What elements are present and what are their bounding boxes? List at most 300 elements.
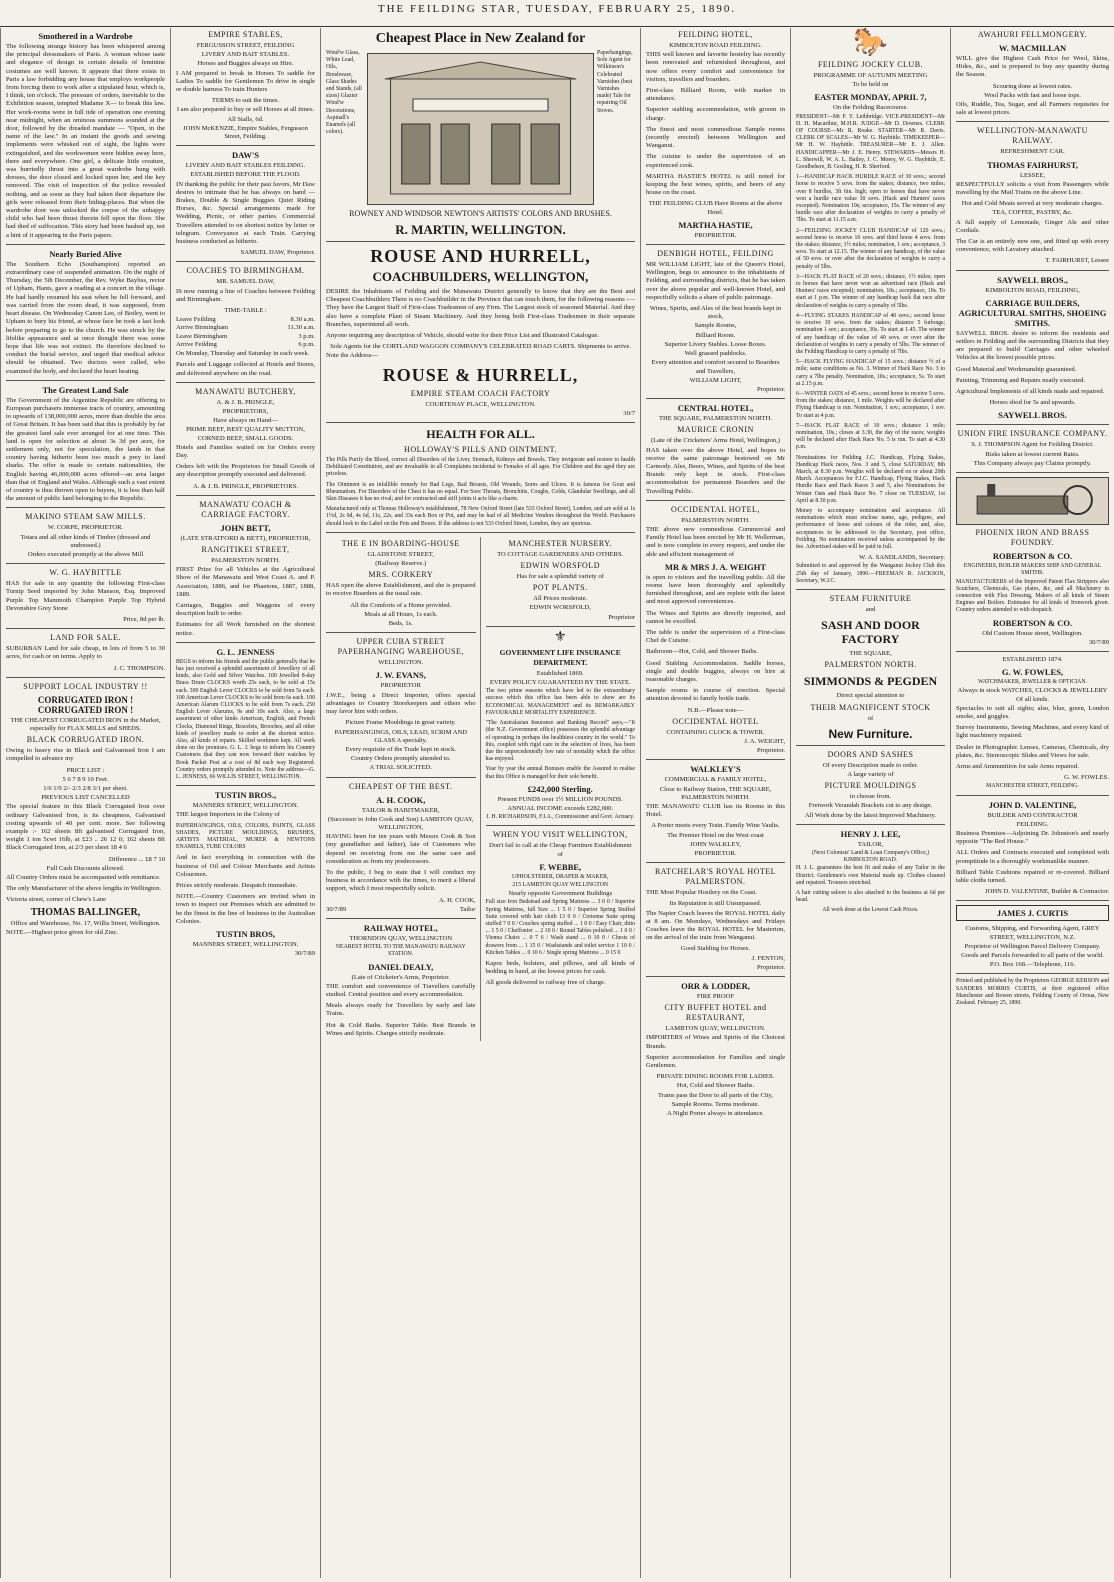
ad-text: 1/6 1/9 2/- 2/3 2/8 3/1 per sheet. [43,785,128,793]
ad-text: Old Custom House street, Wellington. [982,629,1083,637]
ad-text: Kapoc beds, bolsters, and pillows, and all kinds of bedding in hand, at the lowest prices for cash. [485,959,635,976]
ad-heading: MANAWATU COACH & CARRIAGE FACTORY. [199,499,292,519]
ad-text: PROPRIETOR. [694,850,737,858]
ad-text: Superior stabling accommodation, with groom in charge. [646,106,785,122]
ad-text: COURTENAY PLACE, WELLINGTON. [425,400,536,408]
ad-text: JOHN D. VALENTINE, Builder & Contractor. [985,888,1109,896]
ad-text: UPHOLSTERER, DRAPER & MAKER, [512,873,609,880]
ad-text: THE SQUARE, PALMERSTON NORTH. [659,415,772,423]
ad-text: TERMS to suit the times. [211,97,280,105]
ad-text: Survey Instruments, Sewing Machines, and every kind of light machinery repaired. [956,724,1109,740]
ad-heading: RATCHELAR'S ROYAL HOTEL PALMERSTON. [654,867,777,887]
ad-text: To be held on [852,81,889,89]
ad-text: T. FAIRHURST, Lessee [1045,257,1109,265]
ad-heading: SASH AND DOOR FACTORY [821,618,920,647]
ad-text: W. CORPE, PROPRIETOR. [47,524,124,532]
ad-text: Year by year the annual Bonuses enable the Assured to realise that this Office is managed for their sole benefit. [485,766,635,780]
ad-text: Risks taken at lowest current Rates. [985,450,1080,458]
ad-heading: TUSTIN BROS., [214,790,277,801]
ad-text: LIVERY AND BAIT STABLES FEILDING. [185,162,306,170]
ad-text: REFRESHMENT CAR. [1000,148,1065,156]
ad-text: ESTABLISHED BEFORE THE FLOOD. [190,171,301,179]
ad-heading: CENTRAL HOTEL, [677,403,754,414]
ad-text: Proprietor. [756,963,785,971]
ad-text: Picture Frame Mouldings in great variety. [345,719,456,727]
ad-text: Money to accompany nomination and acceptance. All nominations which must enclose name, age, pedigree, and performance of horse and colours of the rider, and, also, acceptances to be addressed to the Secretary, post office, Feilding. No nomination received unless accompanied by the fee. Advertised stakes will be paid in full. [796,507,945,550]
ad-text: WILLIAM LIGHT, [689,376,742,384]
ad-text: DESIRE the Inhabitants of Feilding and the Manawatu District generally to know that they are the Best and Cheapest Coachbuilders There is no Coachbuilder in the Province that can touch them, for the following reasons :— They have the Largest Staff of First-class Tradesmen of any Firm. The Largest stock of seasoned Material. And they also have a complete Plant of Steam Machinery. And they being both First-class Tradesmen in their separate Branches, superintend all work. [326,288,635,328]
ad-text: The Car is an entirely new one, and fitted up with every convenience, with Lavatory attached. [956,238,1109,254]
race-entry: 3—HACK FLAT RACE of 20 sovs.; distance, 1½ miles; open to horses that have never won an advertised race (Hack and Hunters' races excepted); nomination, 10s.; acceptance, 10s. To start at 1 p.m. The winner of any handicap hack flat race after declaration of weights to carry a penalty of 5lbs. [796,273,945,309]
ad-text: Prices strictly moderate. Despatch immediate. [176,882,298,890]
ad-heading: CARRIAGE BUILDERS, AGRICULTURAL SMITHS, SHOEING SMITHS. [958,297,1107,328]
ad-heading: G. L. JENNESS [216,646,275,657]
race-entry: 2—FEILDING JOCKEY CLUB HANDICAP of 120 sovs.; second horse to receive 10 sovs. and third horse 4 sovs. from the stakes; distance, 1½ miles; nomination, 1 sov.; acceptance, 3 sovs. To start at 12.15. The winner of any handicap, of the value of 50 sovs. or over after the declaration of weights to carry a penalty of 5lbs. [796,227,946,270]
ad-heading: RANGITIKEI STREET, [201,544,290,554]
ad-text: The Pills Purify the Blood, correct all Disorders of the Liver, Stomach, Kidneys and Bowels. They invigorate and restore to health Debilitated Constitution, and are invaluable in all Complaints incidental to Females of all ages. For Children and the aged they are priceless. [326,457,635,478]
ad-heading: DOORS AND SASHES [827,749,914,759]
ad-text: TAILOR, [857,840,884,848]
ad-text: Totara and all other kinds of Timber (dressed and undressed.) [20,533,151,549]
ad-heading: ROBERTSON & CO. [992,617,1073,628]
ad-text: 215 LAMBTON QUAY WELLINGTON [512,881,609,888]
ad-text: Hot and Cold Meats served at very moderate charges. [961,200,1104,208]
ad-text: Its Reputation is still Unsurpassed. [669,900,762,908]
ad-text: Has for sale a splendid variety of [516,573,604,581]
ad-text: The Napier Coach leaves the ROYAL HOTEL daily at 8 am. On Mondays, Wednesdays and Fridays Coaches leave the ROYAL HOTEL for Masterton, on the arrival of the train from Wanganui. [646,909,785,942]
ad-text: Of every Description made to order. [822,761,919,769]
ad-text: Country Orders promptly attended to. [351,755,451,763]
ad-text: KIMBOLTON ROAD, FEILDING, [985,286,1080,294]
sub-column-b [486,537,636,1041]
ad-heading: WELLINGTON-MANAWATU RAILWAY. [977,126,1088,146]
ad-heading: EASTER MONDAY, APRIL 7, [814,92,927,103]
ad-text: Wool Packs with fast and loose tops. [984,91,1081,99]
ad-text: The table is under the supervision of a First-class Chef de Cuisine. [646,628,785,645]
ad-text: is open to visitors and the travelling public. All the rooms have been thoroughly and splendidly furnished throughout, and are replete with the latest and most approved conveniences. [646,573,785,606]
ad-text: WELLINGTON. [378,659,424,667]
ad-text: Sample Rooms, [694,322,737,330]
ad-heading: DAW'S [232,150,259,161]
ad-text: ESTABLISHED 1874. [1002,655,1063,663]
timetable-row: Arrive Feilding 6 p.m. [176,340,315,348]
ad-heading: POT PLANTS. [532,583,588,593]
ad-heading: JAMES J. CURTIS [956,905,1109,921]
ad-heading: RAILWAY HOTEL, [363,922,438,933]
ad-text: All Prices moderate. [533,595,588,603]
ad-text: J.W.E., being a Direct Importer, offers special advantages to Country Storekeepers and others who may favor him with orders. [326,691,476,716]
ad-text: This Company always pay Claims promptly. [973,459,1092,467]
timetable-row: Leave Feilding 8.30 a.m. [176,316,315,324]
ad-text: Difference ... £8 7 10 [108,855,165,863]
article-title: Nearly Buried Alive [49,248,122,259]
ad-text: A Porter meets every Train. Family Wine Vaults. [651,822,780,830]
ad-text: A. H. COOK, [439,896,476,904]
ad-text: EVERY POLICY GUARANTEED BY THE STATE. [489,679,631,687]
ad-text: Beds, 1s. [388,620,413,628]
ad-text: G. W. FOWLES. [1064,774,1109,782]
column-2 [170,28,320,1578]
ad-text: Carriages, Buggies and Waggons of every description built to order. [176,601,315,618]
ad-text: MR WILLIAM LIGHT, late of the Queen's Hotel, Wellington, begs to announce to the inhabitants of Feilding, and surrounding districts, that he has taken over the above popular and well-known Hotel, and respectfully solicits a share of public patronage. [646,261,785,301]
ad-text: HAS taken over the above Hotel, and hopes to receive the same patronage bestowed on Mr Carmody. Ales, Beers, Wines, and Spirits of the best Brands only kept in stock. First-class accommodation for permanent Boarders and the Travelling Public. [646,446,785,495]
ad-text: Business Premises—Adjoining Dr. Johnston's and nearly opposite "The Red House." [956,829,1109,846]
ad-heading: AWAHURI FELLMONGERY. [977,30,1088,39]
column-5 [790,28,950,1578]
printer-imprint: Printed and published by the Proprietors GEORGE KERSON and SANDERS MORRIS CURTIS, at their registered office Manchester and Bowen streets, Feilding County of Oroua, New Zealand. February 25, 1890. [956,978,1109,1007]
ad-heading: CITY BUFFET HOTEL and RESTAURANT, [664,1003,767,1023]
ad-text: (Railway Reserve.) [375,560,427,568]
ad-text: TEA, COFFEE, PASTRY, &c. [992,209,1073,217]
column-6 [950,28,1114,1578]
ad-text: Proprietor. [756,747,785,755]
ad-heading: THOMAS FAIRHURST, [987,159,1078,170]
timetable-row: Leave Birmingham 3 p.m. [176,332,315,340]
ad-text: HAS for sale in any quantity the following First-class Turnip Seed imported by John Manson, Esq. Improved Purple Top Mammoth Champion Purple Top Hybrid Devonshire Grey Stone [6,580,165,612]
ad-text: A TRIAL SOLICITED. [369,764,432,772]
ad-text: HAS open the above Establishment, and she is prepared to receive Boarders at the usual rate. [326,582,476,598]
ad-heading: MR & MRS J. A. WEIGHT [664,561,767,572]
ad-text: Close to Railway Station, THE SQUARE, PALMERSTON NORTH. [659,785,772,801]
ad-heading: DANIEL DEALY, [368,961,434,972]
ad-text: The Premier Hotel on the West coast [667,831,764,839]
ad-text: Orders executed promptly at the above Mill [27,550,144,558]
ad-text: Sample Rooms. Terms moderate. [671,1100,760,1108]
ad-heading: FEILDING JOCKEY CLUB. [817,60,924,69]
ad-heading: F. WEBBE, [539,861,582,872]
ad-heading: MANCHESTER NURSERY. [508,538,613,548]
ad-heading: PHOENIX IRON AND BRASS FOUNDRY. [975,528,1090,548]
ad-text: PAPERHANGINGS, OILS, LEAD, SCRIM AND GLASS A specialty. [334,728,468,744]
ad-heading: THOMAS BALLINGER, [30,906,141,918]
ad-text: Scouring done at lowest rates. [992,82,1073,90]
ad-text: Hot, Cold and Shower Baths. [676,1082,755,1090]
ad-text: PROPRIETORS, [222,407,269,415]
ad-text: Spectacles to suit all sights; also, blue, green, London smoke, and goggles. [956,704,1109,720]
ad-heading: FEILDING HOTEL, [678,30,753,39]
ad-text: ENGINEERS, BOILER MAKERS SHIP AND GENERAL SMITHS. [963,563,1102,577]
ad-text: Arms and Ammunition for sale Arms repaired. [956,762,1079,770]
ad-text: SUBURBAN Land for sale cheap, in lots of from 5 to 30 acres, for cash or on terms. Apply to [6,645,165,661]
ad-heading: SIMMONDS & PEGDEN [803,674,938,689]
ad-text: PROPRIETOR [380,682,421,690]
ad-heading: Cheapest Place in New Zealand for [375,31,586,46]
ad-text: Painting, Trimming and Repairs neatly executed. [956,376,1086,384]
ad-text: Have always on Hand— [213,417,278,425]
ad-text: Trams pass the Door to all parts of the City, [657,1091,774,1099]
ad-heading: HOLLOWAY'S PILLS AND OINTMENT. [404,445,557,455]
ad-heading: WHEN YOU VISIT WELLINGTON, [492,830,628,840]
ad-text: First-class Billiard Room, with marker in attendance. [646,87,785,103]
ad-text: Customs, Shipping, and Forwarding Agent, GREY STREET, WELLINGTON, N.Z. [965,925,1100,941]
ad-text: Nearly opposite Government Buildings [508,890,613,898]
ad-text: PAPERHANGINGS, OILS, COLORS, PAINTS, GLASS SHADES, PICTURE MOULDINGS, BRUSHES, ARTISTS MATERIAL, MURER & NEWTONS ENAMELS, TUBE COLORS [176,822,315,851]
ad-heading: OCCIDENTAL HOTEL [672,716,759,726]
ad-heading: JOHN D. VALENTINE, [988,799,1077,810]
ad-text: FIRE PROOF [696,993,735,1001]
ad-heading: HEALTH FOR ALL. [426,427,535,442]
ad-text: WILL give the Highest Cash Price for Wool, Skins, Hides, &c., and is prepared to buy any quantity during the Season. [956,55,1109,79]
crest-icon: ⚜ [553,629,567,645]
ad-heading: SAYWELL BROS., [997,274,1068,285]
ad-heading: DENBIGH HOTEL, FEILDING [657,249,774,259]
ad-text: BEGS to inform his friends and the public generally that he has just received a splendid assortment of Jewellery of all kinds, also Gold and Silver Watches. 100 Jewelled 8-day Brass Drum CLOCKS worth 25s each, to be sold at 15s each. 300 English Lever CLOCKS to be sold from 5s each. 100 American Lever CLOCKS to be sold from 6s each. 100 American Alarum CLOCKS to be sold from 7s each. 250 English Lever Alarums, 9s and 10s each. Also, a large assortment of other kinds American, English, and French Clocks, Diamond Rings, Bracelets, Brooches, and all other kinds of jewellery made to order at the shortest notice. Also, all kinds of repairs. Skilled workmen kept. All work done on the premises. G. L. J. begs to inform his Country Customers that they can now forward their watches by Book Packet Post at a cost of 8d each way Registered. Country orders promptly attended to. Note the address—G. L. JENNESS, 66 WILLIS STREET, WELLINGTON. [176,658,315,781]
ad-text: Anyone requiring any description of Vehicle, should write for their Price List and Illustrated Catalogue. [326,332,600,340]
ad-text: PROGRAMME OF AUTUMN MEETING [813,72,928,79]
ad-text: PROPRIETOR. [694,231,737,239]
price-list: Full size Iron Bedstead and Spring Mattress ... 3 0 0 / Superior Spring Mattress, full Size ... 1 5 0 / Superior Spring Stuffed Suite covered with hair cloth 13 0 0 / Cretonne Suite spring stuffed 7 0 0 / Couches spring stuffed ... 1 0 0 / Easy Chair, ditto ... 1 5 0 / Cheffonier ... 2 10 0 / Round Tables polished ... 1 0 0 / Vienna Chairs ... 0 7 6 / Wash stand ... 0 10 0 / Chests of drawers from ... 1 15 0 / Washstands and toilet service 1 10 0 / Kitchen Tables ... 0 10 6 / Single spring Mattress ... 0 15 0 [485,899,635,956]
ad-text: WATCHMAKER, JEWELLER & OPTICIAN. [977,679,1087,686]
ad-heading: EDWIN WORSFOLD [520,561,600,571]
ad-text: Nominations for Feilding J.C. Handicap, Flying Stakes, Handicap Hack races, Nos. 3 and 5, close SATURDAY, 8th March, at 8.30 p.m. Weights will be declared on or about 29th March. Acceptances for F.J.C. Handicap, Flying Stakes, Hack Hurdle Race and Hack Races 3 and 5, also Nominations for Winter Oats and Hack Race No. 7 close on TUESDAY, 1st April at 8.30 p.m. [796,454,945,504]
ad-heading: J. W. EVANS, [375,670,426,681]
ad-text: SAYWELL BROS. desire to inform the residents and settlers in Feilding and the surrounding Districts that they are prepared to build Carriages and other wheeled Vehicles at the lowest possible prices. [956,329,1109,362]
ad-heading: JOHN BETT, [220,522,271,533]
ad-text: Oils, Ruddle, Tea, Sugar, and all Farmers requisites for sale at lowest prices. [956,101,1109,117]
ad-heading: THE E IN BOARDING-HOUSE [341,538,460,548]
ad-text: Proprietor [608,613,635,621]
ad-text: Paperhangings, Sole Agent for Wilkinson's Celebrated Varnishes (best Varnishes made) Tale for repairing Oil Stoves. [597,50,633,114]
ad-text: LAMBTON QUAY, WELLINGTON. [665,1025,766,1033]
ad-text: THE comfort and convenience of Travellers carefully studied. Central position and every accommodation. [326,982,476,998]
ad-heading: SAYWELL BROS. [998,410,1067,421]
ad-text: FERGUSSON STREET, FEILDING [196,42,295,49]
ad-text: (Late of Cricketer's Arms, Proprietor. [351,973,450,981]
ad-heading: ROBERTSON & CO. [992,551,1073,562]
column-4 [640,28,790,1578]
ad-text: THE MANAWATU CLUB has its Rooms in this Hotel. [646,803,785,819]
article-title: Smothered in a Wardrobe [38,31,133,41]
ad-text: TO COTTAGE GARDENERS AND OTHERS. [497,550,624,558]
ad-text: All work done at the Lowest Cash Prices. [822,907,919,914]
ad-heading: LAND FOR SALE. [50,633,121,643]
ad-heading: GOVERNMENT LIFE INSURANCE DEPARTMENT. [499,647,621,667]
ad-text: IN thanking the public for their past favors, Mr Daw desires to intimate that he has always on hand —Brakes, Double & Single Buggies Quiet Riding Horses, &c. Special arrangements made for Wedding, Picnic, or other parties. Commercial Travellers attended to on shortest notice by letter or telegram. Conveyance at each Train. Carrying business conducted as hitherto. [176,180,315,246]
ad-text: The special feature in this Black Corrugated Iron over ordinary Galvanised Iron, is its cheapness, Galvanised costing upwards of 40 per cent. more. See following example :- 162 sheets 8ft galvanised Corrugated Iron, weight 1 ton 5cwt 16lb, at £23 .. 26 12 0; 162 sheets 8ft Black Corrugated Iron, at 2/3 per sheet 18 4 6 [6,803,165,852]
ad-text: Sole Agents for the CORTLAND WAGGON COMPANY'S CELEBRATED ROAD CARTS. Shipments to arrive. [330,343,631,351]
ad-text: Proprietor. [756,385,785,393]
ad-text: (Successor to John Cook and Son) LAMBTON QUAY, WELLINGTON, [327,815,474,831]
ad-text: TAILOR & HABITMAKER, [361,806,440,814]
ad-text: A. & J. B. PRINGLE, [216,398,275,406]
building-icon [368,54,593,204]
ad-text: MR. SAMUEL DAW, [216,278,275,286]
ad-text: GLADSTONE STREET, [367,550,434,558]
ad-text: 30/7/89 [1088,638,1109,646]
ad-heading: A. H. COOK, [376,794,426,805]
ad-text: MANNERS STREET, WELLINGTON. [192,802,299,810]
ad-text: (Next Colonists' Land & Loan Company's Office,) KIMBOLTON ROAD. [811,850,930,864]
ad-text: A hair cutting saloon is also attached to the business at 6d per head. [796,890,945,904]
ad-text: N.B.—Please note— [687,706,744,714]
ad-text: THE largest Importers in the Colony of [176,811,280,819]
ad-text: Agricultural Implements of all kinds made and repaired. [956,388,1105,396]
warehouse-ad [326,50,635,208]
ad-text: I am also prepared to buy or sell Horses at all times. [176,106,315,114]
ad-text: Note the Address— [326,352,379,360]
ad-text: TIME-TABLE : [224,307,267,315]
ad-text: I AM prepared to break in Horses To saddle for Ladies To saddle for Gentlemen To drive in single or double harness To train Hunters [176,69,315,94]
race-entry: 4—FLYING STAKES HANDICAP of 40 sovs.; second horse to receive 10 sovs. from the stakes; distance 5 furlongs; nomination 1 sov.; acceptance, 30s. To start at 1.45. The winner of any handicap of the value of 40 sovs. or over after the declaration of weights to carry a penalty of 5lbs. The winner of the Feilding Handicap to carry a penalty of 7lbs. [796,312,945,355]
ad-text: A. & J. B. PRINGLE, PROPRIETORS. [192,482,299,490]
ad-text: S. J. THOMPSON Agent for Feilding District. [971,441,1094,449]
ad-text: Billiard Table Cushions repaired or re-covered. Billiard table cloths turned. [956,868,1109,884]
ad-heading: HENRY J. LEE, [840,828,901,839]
ad-text: THE above new commodious Commercial and Family Hotel has been erected by Mr H. Wollerman, and is now complete in every respect, and under the able and efficient management of [646,525,785,558]
ad-text: Manufactured only at Thomas Holloway's establishment, 78 New Oxford Street (late 533 Oxford Street), London, and are sold at 1s 1½d, 2s 9d, 4s 6d, 11s, 22s, and 33s each Box or Pot, and may be had of all Medicine Vendors throughout the World. Purchasers should look to the Label on the Pots and Boxes. If the address is not 533 Oxford Street, London, they are spurious. [326,506,635,527]
two-column-ads [326,537,635,1041]
ad-text: All Country Orders must be accompanied with remittance. [6,874,161,882]
race-entry: 5—HACK FLYING HANDICAP of 15 sovs.; distance ½ of a mile; same conditions as No. 3. Winner of Hack Race No. 3 to carry a 7lbs penalty. Nomination, 10s.; acceptance, 5s. To start at 2.15 p.m. [796,359,945,387]
ad-text: Wines, Spirits, and Ales of the best brands kept in stock, [649,305,782,321]
ad-text: MANUFACTURERS of the Improved Patent Flax Strippers also Scutchers, Chemicals, Gas plates, &c, and all Machinery in connection with Flax Dressing, Makers of all kinds of Steam Engines and Boilers. Estimates for all kinds of Ironwork given. Country orders attended to with despatch. [956,578,1109,614]
ad-heading: CHEAPEST OF THE BEST. [349,781,453,791]
ad-text: Meals always ready for Travellers by early and late Trains. [326,1002,476,1018]
ad-text: to choose from. [849,793,892,801]
warehouse-illustration [367,53,594,205]
ad-text: 5 6 7 8 9 10 Feet. [62,775,109,783]
ad-text: P.O. Box 168.—Telephone, 116. [989,961,1076,969]
ad-text: MANNERS STREET, WELLINGTON. [192,941,299,949]
ad-text: Orders left with the Proprietors for Small Goods of any description promptly executed and delivered. [176,463,315,479]
ad-text: FEILDING. [1016,820,1049,828]
ad-heading: R. MARTIN, WELLINGTON. [395,222,566,237]
ad-text: H. J. L. guarantees the best fit and make of any Tailor in the District. Gentlemen's own Material made up. Clothes cleaned and repaired. Trousers stretched. [796,865,945,886]
ad-text: ANNUAL INCOME exceeds £282,000. [507,804,614,812]
ad-text: Submitted to and approved by the Wanganui Jockey Club this 25th day of January, 1890.—FREEMAN R. JACKSON, Secretary, W.J.C. [796,563,945,584]
ad-text: BUILDER AND CONTRACTOR [987,811,1078,819]
ad-text: COMMERCIAL & FAMILY HOTEL, [664,776,767,784]
sub-column-a [326,537,481,1041]
race-entry: 7—HACK FLAT RACE of 10 sovs.; distance 1 mile; nomination, 10s.; closes at 3.30, the day of the races; weights will be declared after Hack Race No. 5 is run. To start at 4.30 p.m. [796,422,945,451]
ad-text: 30/7 [623,409,635,417]
ad-text: and [865,606,876,613]
ad-text: Sample rooms in course of erection. Special attention devoted to family bottle trade. [646,687,785,703]
ad-text: PALMERSTON NORTH. [681,516,750,524]
ad-text: EDWIN WORSFOLD, [529,604,591,612]
ad-text: Wind'w Glass, White Lead, Oils, Brushware, Glass Shades and Stands, (all sizes) Glazier Wind'w Decorations, Aspinall's Enamels (all colors). [326,50,362,136]
ad-heading: UPPER CUBA STREET PAPERHANGING WAREHOUSE, [337,637,464,657]
race-entry: 1—HANDICAP HACK HURDLE RACE of 30 sovs.; second horse to receive 5 sovs. from the stakes; distance, two miles; over 8 hurdles, 3ft 6in. high; open to horses that have never won a hurdle race value 30 sovs. (Hack and Hunters' races excepted). Nomination 10s; acceptance, 15s. The winner of any hurdle race after declaration of weights to carry a penalty of 7lbs. To start at 11.15 a.m. [796,174,945,224]
ad-text: SAMUEL DAW, Proprietor. [240,249,315,257]
ad-text: LESSEE, [1019,171,1046,179]
ad-text: ALL Orders and Contracts executed and completed with promptitude in a thoroughly workmanlike manner. [956,849,1109,865]
ad-heading: EMPIRE STABLES, [208,30,283,39]
ad-text: Proprietor of Wellington Parcel Delivery Company. [964,942,1101,950]
ad-text: JOHN WALKLEY, [689,840,742,848]
ad-text: Meals at all Hours, 1s each. [364,610,438,618]
ad-text: "The Australasian Insurance and Banking Record" says,—"It (the N.Z. Government office) possesses the splendid advantage of operating in perhaps the healthiest country in the world." To this, coupled with rigid care in the selection of lives, has been due the unprecedentedly low rate of mortality which the office has enjoyed. [485,720,635,763]
ad-heading: PALMERSTON NORTH. [824,660,917,670]
ad-text: JOHN McKENZIE, Empire Stables, Fergusson Street, Feilding. [183,124,308,141]
ad-heading: ORR & LODDER, [681,981,750,992]
article-body: The Southern Echo (Southampton) reported an extraordinary case of suspended animation. On the night of Thursday, the 5th December, the Rev. Wyke Bayliss, rector of Upham, Hants, gave a reading at a concert in the village. He had hardly resumed his seat when he fell forward, and was carried from the room dead, it was supposed, from heart disease. On Wednesday Canon Lee, of Botley, went to Upham to bury his friend, at whose face he took a last look before preparing to go to the church. He was struck by the lifelike appearance and at once thought there was some hope that life was not extinct. He therefore declined to conduct the burial service, and urged that medical advice should be obtained. Two doctors were called, who examined the body, and declared the heart beating. [6,260,165,375]
ad-heading: MANAWATU BUTCHERY, [195,386,296,396]
ad-text: THE Most Popular Hostlery on the Coast. [646,889,757,897]
ad-text: Good Material and Workmanship guaranteed. [956,365,1077,373]
ad-text: THE SQUARE, [849,650,892,658]
ad-text: Hot & Cold Baths. Superior Table. Best Brands in Wines and Spirits. Charges strictly moderate. [326,1021,476,1037]
ad-text: Superior accommodation for Families and single Gentlemen. [646,1053,785,1070]
ad-text: Owing to heavy rise in Black and Galvanised Iron I am compelled to advance my [6,747,165,763]
ad-text: 30/7/89 [294,950,315,958]
ad-text: Estimates for all Work furnished on the shortest notice. [176,621,315,637]
ad-text: MANCHESTER STREET, FEILDING. [986,783,1079,790]
ad-heading: W. G. HAYBITTLE [49,568,122,578]
ad-text: Every attention and comfort secured to Boarders and Travellers, [651,359,780,375]
ad-text: The two prime reasons which have led to the extraordinary success which this office has been able to show are its ECONOMICAL MANAGEMENT and its REMARKABLY FAVOURABLE MORTALITY EXPERIENCE. [485,688,635,716]
ad-text: On Monday, Thursday and Saturday in each week. [176,350,310,358]
ad-text: Well grassed paddocks. [684,350,747,358]
ad-text: ROWNEY AND WINDSOR NEWTON'S ARTISTS' COLORS AND BRUSHES. [349,209,612,218]
ad-heading: £242,000 Sterling. [527,783,593,794]
ad-text: NOTE.—Country Customers are invited when in town to inspect our Premises which are admitted to be the finest in the line of business in the Australian Colonies. [176,893,315,925]
ad-text: CONTAINING CLOCK & TOWER. [666,728,765,736]
ad-text: Good Stabling Accommodation. Saddle horses, single and double buggies, always on hire at reasonable charges. [646,659,785,683]
ad-heading: TUSTIN BROS, [215,929,276,940]
ad-heading: COACHES TO BIRMINGHAM. [186,266,305,276]
ad-text: PRESIDENT—Mr F. Y. Lethbridge. VICE-PRESIDENT—Mr D. H. Macarthur, M.H.R. JUDGE—Mr D. Downes. CLERK OF COURSE—Mr R. Roake. STARTER—Mr R. Davis. CLERK OF SCALES—Mr W. G. Haybittle. TIMEKEEPER—Mr H. W. Haybittle. TREASURER—Mr E. J. Allen. HANDICAPPER—Mr J. E. Henry. STEWARDS—Messrs H. L. Sherwill, W. A. L. Bailey, J. C. Morey, W. G. Haybittle, E. Goodbehere, B. Gosling, H. R. Sherford. [796,113,945,171]
ad-text: The only Manufacturer of the above lengths in Wellington. [6,885,162,893]
engine-icon [957,478,1108,524]
ad-text: NOTE.—Highest price given for old Zinc. [6,928,119,936]
ad-text: A large variety of [847,771,894,779]
ad-footer: 30/7/89 Tailor [326,905,476,913]
column-3 [320,28,640,1578]
article-body: The following strange history has been whispered among the principal dressmakers of Paris. A woman whose taste and elegance of design in certain details of feminine costumes are well known. It appears that there exists in Paris a law forbidding any house that employs workpeople from forcing them to work after a stipulated hour, which is, I think, ten o'clock. The pressure of orders, inevitable to the Exhibition season, tempted Madame X— to break this law. Her work-rooms were in full tide of operation one evening near midnight, when an ominous summons sounded at the door, followed by the dreaded mandate — "Open, in the name of the law." In an instant the goods and sewing implements were whisked out of sight, the lights were extinguished, and the workwomen were hidden away here, there and everywhere. One girl, a delicate little creature, was hurriedly thrust into a great wardrobe hung with dresses, the door closed and locked upon her, and the key removed. The visit of inspection of the police revealed nothing, and as soon as they had taken their departure the girls were released from their hiding-places. But when the wardrobe door was unlocked the corpse of the unhappy child who had been thrust therein fell upon the floor. She had died of suffocation. This story had been hushed up, not a hint of it appearing in the Paris papers. [6,43,165,239]
ad-text: FIRST Prize for all Vehicles at the Agricultural Show of the Manawatu and West Coast A. and P. Association, 1886, and for Phaetons, 1887, 1888, 1889. [176,566,315,598]
foundry-illustration [956,477,1109,525]
ad-text: J. A. WEIGHT, [744,738,785,745]
ad-text: The Wines and Spirits are directly imported, and cannot be excelled. [646,609,785,625]
ad-text: PRICE LIST : [66,766,105,774]
article-title: The Greatest Land Sale [42,384,129,395]
ad-heading: MAKINO STEAM SAW MILLS. [25,512,146,522]
ad-text: Always in stock WATCHES, CLOCKS & JEWELLERY Of all kinds. [957,687,1108,703]
ad-text: Parcels and Luggage collected at Hotels and Stores, and delivered anywhere on the road. [176,361,315,377]
ad-text: Established 1869. [536,669,584,677]
ad-text: J. FENTON, [751,954,785,962]
ad-text: Good Stabling for Horses. [680,945,751,953]
ad-text: To the public, I beg to state that I will conduct my business in accordance with the times, to merit a liberal support, which I most respectfully solicit. [326,868,476,893]
ad-text: PRIME BEEF, BEST QUALITY MUTTON, CORNED BEEF, SMALL GOODS. [186,426,305,442]
ad-text: LIVERY AND BAIT STABLES. [201,51,290,59]
ad-text: Office and Warehouse, No. 17, Willis Street, Wellington. [10,919,161,927]
ad-text: The finest and most commodious Sample rooms (recently erected) between Wellington and Wanganui. [646,125,785,150]
column-1 [0,28,170,1578]
ad-text: All Work done by the latest Improved Machinery. [804,811,937,819]
ad-text: Hotels and Families waited on for Orders every Day. [176,443,315,459]
ad-text: RESPECTFULLY solicits a visit from Passengers while travelling by the Mail Trains on the above Line. [956,180,1109,197]
ad-heading: G. W. FOWLES, [1001,667,1064,678]
ad-text: All the Comforts of a Home provided. [350,601,452,609]
ad-text: Horses shod for 5s and upwards. [989,399,1076,407]
ad-text: J. H. RICHARDSON, F.I.A., Commissioner and Govt. Actuary. [486,814,635,821]
ad-heading: BLACK CORRUGATED IRON. [26,735,145,745]
ad-text: Fretwork Verandah Brackets cut to any design. [808,802,933,810]
ad-text: KIMBOLTON ROAD FEILDING. [669,42,762,49]
ad-text: Every requisite of the Trade kept in stock. [345,745,457,753]
timetable-row: Arrive Birmingham 11.30 a.m. [176,324,315,332]
article-body: The Government of the Argentine Republic are offering to European purchasers immense tracts of country, amounting to upwards of 138,000,000 acres, more than double the area of Great Britain. It has been said that this is probably by far the greatest land sale ever arranged for at one time. This land is open for selection at about 3s 3d per acre, for settlement only, not for speculation, the lands in that country having hitherto been too much a prey to land sharks. The offer is made to certain nationalities, the English having 46,000,000 acres offered—an area larger than that of England and Wales. Although such a vast extent of country is thus thrown open to buyers, it is less than half the amount of public land belonging to the Republic. [6,396,165,503]
ad-heading: ROUSE & HURRELL, [382,364,579,385]
ad-heading: OCCIDENTAL HOTEL, [671,504,760,514]
ad-text: (Late of the Cricketers' Arms Hotel, Wellington,) [650,437,781,445]
ad-text: Bathroom—Hot, Cold, and Shower Baths. [646,648,758,656]
ad-text: (LATE STRATFORD & BETT), PROPRIETOR, [180,534,311,542]
ad-text: The cuisine is under the supervision of an experienced cook. [646,153,785,169]
ad-text: Horses and Buggies always on Hire. [197,60,294,68]
